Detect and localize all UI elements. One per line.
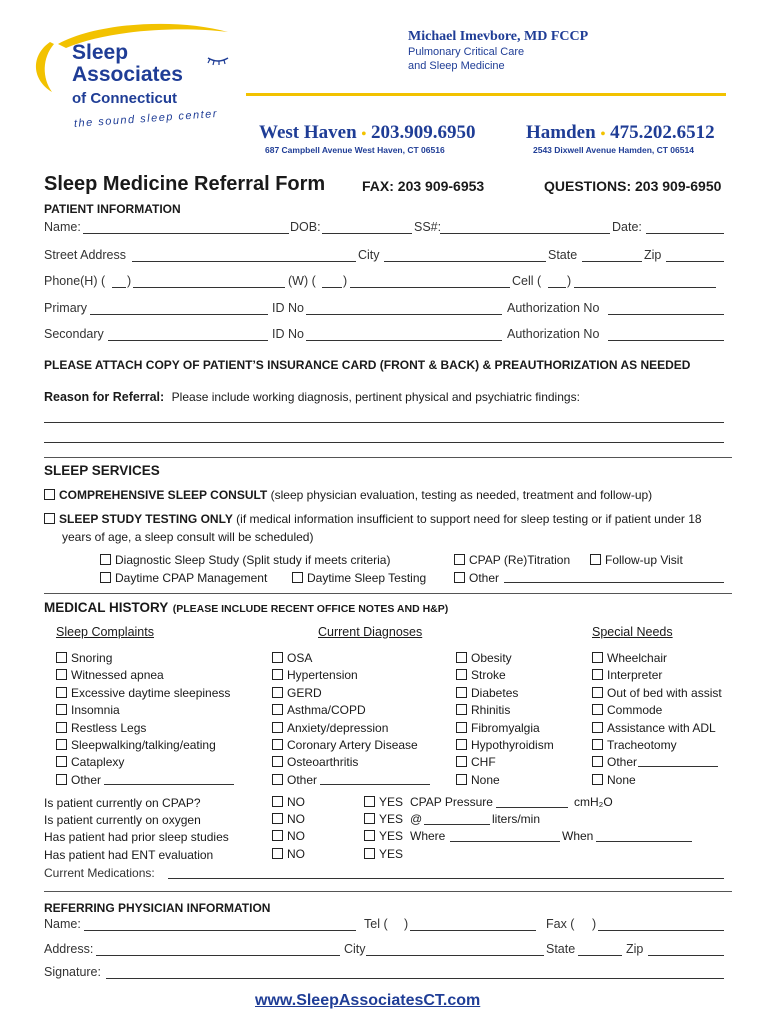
bullet: •	[361, 127, 367, 142]
primary-auth-field[interactable]	[608, 314, 724, 315]
sleep-complaints-title: Sleep Complaints	[56, 625, 154, 639]
special-needs-list	[592, 650, 722, 789]
phone-work-field[interactable]	[350, 287, 510, 288]
sleep-complaints-list	[56, 650, 230, 789]
reason-line-1[interactable]	[44, 422, 724, 423]
zip-field[interactable]	[666, 261, 724, 262]
checkbox[interactable]	[456, 739, 467, 750]
west-haven-address: 687 Campbell Avenue West Haven, CT 06516	[265, 145, 445, 155]
logo-name-line3: of Connecticut	[72, 90, 177, 107]
checkbox[interactable]	[456, 704, 467, 715]
diagnostic-study-option[interactable]	[100, 553, 390, 567]
history-option[interactable]	[272, 772, 418, 789]
ref-zip-label: Zip	[626, 942, 644, 956]
history-option[interactable]	[592, 685, 722, 702]
checkbox[interactable]	[56, 739, 67, 750]
checkbox[interactable]	[272, 756, 283, 767]
yes-option[interactable]	[364, 829, 403, 843]
phone-work-area-field[interactable]	[322, 287, 342, 288]
street-label: Street Address	[44, 248, 126, 262]
fax-number: FAX: 203 909-6953	[362, 178, 485, 194]
paren-close: )	[592, 917, 597, 931]
bullet: •	[600, 127, 606, 142]
history-option-label: Fibromyalgia	[471, 720, 540, 735]
checkbox[interactable]	[272, 669, 283, 680]
primary-auth-label: Authorization No	[507, 301, 600, 315]
checkbox[interactable]	[272, 796, 283, 807]
history-option[interactable]	[272, 650, 418, 667]
name-field[interactable]	[83, 233, 289, 234]
history-option-label: Hypertension	[287, 668, 358, 683]
history-option[interactable]	[592, 772, 722, 789]
sleep-services-heading: SLEEP SERVICES	[44, 463, 160, 478]
logo-tagline: the sound sleep center	[73, 107, 219, 130]
no-label: NO	[287, 795, 305, 809]
history-option[interactable]	[456, 772, 554, 789]
history-option-label: Snoring	[71, 651, 113, 665]
yes-label: YES	[379, 829, 404, 843]
daytime-testing-option[interactable]	[292, 571, 426, 585]
checkbox[interactable]	[100, 554, 111, 565]
history-option-label: Sleepwalking/talking/eating	[71, 738, 216, 753]
street-field[interactable]	[132, 261, 356, 262]
checkbox[interactable]	[100, 572, 111, 583]
cmh2o-unit: cmH₂O	[574, 795, 613, 809]
at-label: @	[410, 812, 423, 826]
ref-city-label: City	[344, 942, 366, 956]
checkbox[interactable]	[56, 774, 67, 785]
checkbox[interactable]	[56, 704, 67, 715]
medical-history-heading	[44, 599, 448, 617]
history-option-label: None	[607, 772, 636, 787]
history-option[interactable]	[592, 650, 722, 667]
history-option[interactable]	[592, 720, 722, 737]
ref-name-label: Name:	[44, 917, 81, 931]
history-option[interactable]	[456, 720, 554, 737]
doctor-name: Michael Imevbore, MD FCCP	[408, 29, 589, 44]
checkbox[interactable]	[272, 722, 283, 733]
history-option[interactable]	[56, 720, 230, 737]
state-label: State	[548, 248, 578, 262]
checkbox[interactable]	[456, 652, 467, 663]
history-option[interactable]	[456, 737, 554, 754]
checkbox[interactable]	[456, 722, 467, 733]
ref-address-label: Address:	[44, 942, 94, 956]
history-option-label: Other	[607, 755, 638, 770]
history-option[interactable]	[592, 702, 722, 719]
checkbox[interactable]	[454, 572, 465, 583]
checkbox[interactable]	[456, 756, 467, 767]
history-option-label: Cataplexy	[71, 755, 125, 770]
history-option-label: OSA	[287, 651, 313, 665]
history-option[interactable]	[456, 685, 554, 702]
comprehensive-desc: (sleep physician evaluation, testing as needed, treatment and follow-up)	[270, 488, 653, 502]
cpap-pressure-field[interactable]	[496, 807, 568, 808]
followup-label: Follow-up Visit	[605, 553, 683, 567]
history-option[interactable]	[456, 667, 554, 684]
history-option-label: Obesity	[471, 651, 512, 665]
ref-address-field[interactable]	[96, 955, 340, 956]
checkbox[interactable]	[456, 669, 467, 680]
history-option[interactable]	[272, 685, 418, 702]
secondary-label: Secondary	[44, 327, 104, 341]
checkbox[interactable]	[44, 513, 55, 524]
checkbox[interactable]	[44, 489, 55, 500]
history-option[interactable]	[56, 772, 230, 789]
questions-number: QUESTIONS: 203 909-6950	[544, 178, 722, 194]
checkbox[interactable]	[292, 572, 303, 583]
history-option[interactable]	[456, 754, 554, 771]
sleep-study-desc-cont: years of age, a sleep consult will be scheduled)	[62, 530, 314, 544]
no-label: NO	[287, 829, 305, 843]
divider	[44, 457, 732, 458]
checkbox[interactable]	[56, 652, 67, 663]
daytime-testing-label: Daytime Sleep Testing	[307, 571, 427, 585]
checkbox[interactable]	[56, 756, 67, 767]
phone-home-area-field[interactable]	[112, 287, 126, 288]
city-label: City	[358, 248, 380, 262]
sleep-study-desc: (if medical information insufficient to support need for sleep testing or if patient under 18	[236, 512, 702, 526]
checkbox[interactable]	[592, 756, 603, 767]
form-title: Sleep Medicine Referral Form	[44, 173, 326, 195]
cpap-titration-label: CPAP (Re)Titration	[469, 553, 571, 567]
where-field[interactable]	[450, 841, 560, 842]
history-option-label: Anxiety/depression	[287, 720, 389, 735]
liters-unit: liters/min	[492, 812, 541, 826]
logo-name-line2: Associates	[72, 63, 183, 86]
yes-option[interactable]	[364, 812, 403, 826]
dob-label: DOB:	[290, 220, 321, 234]
checkbox[interactable]	[272, 687, 283, 698]
date-label: Date:	[612, 220, 642, 234]
history-option[interactable]	[272, 720, 418, 737]
yes-label: YES	[379, 812, 404, 826]
yes-label: YES	[379, 847, 404, 861]
hamden-location	[526, 122, 715, 144]
checkbox[interactable]	[364, 848, 375, 859]
history-option[interactable]	[272, 754, 418, 771]
complaints-other-field[interactable]	[104, 784, 234, 785]
west-haven-label: West Haven	[259, 122, 357, 143]
medications-field[interactable]	[168, 878, 724, 879]
primary-id-field[interactable]	[306, 314, 502, 315]
medications-label: Current Medications:	[44, 866, 155, 880]
referring-heading: REFERRING PHYSICIAN INFORMATION	[44, 901, 271, 915]
ss-field[interactable]	[440, 233, 610, 234]
checkbox[interactable]	[592, 722, 603, 733]
history-option-label: Out of bed with assist	[607, 685, 722, 700]
checkbox[interactable]	[592, 652, 603, 663]
cpap-pressure-label: CPAP Pressure	[410, 795, 493, 809]
diagnostic-label: Diagnostic Sleep Study (Split study if meets criteria)	[115, 553, 391, 567]
history-option[interactable]	[56, 737, 230, 754]
specialty-line1: Pulmonary Critical Care	[408, 46, 525, 58]
paren-close: )	[567, 274, 572, 288]
history-option[interactable]	[272, 667, 418, 684]
ref-tel-label: Tel (	[364, 917, 388, 931]
history-option[interactable]	[56, 650, 230, 667]
insurance-note: PLEASE ATTACH COPY OF PATIENT’S INSURANCE CARD (FRONT & BACK) & PREAUTHORIZATION AS NEEDED	[44, 358, 691, 372]
checkbox[interactable]	[364, 813, 375, 824]
ref-state-field[interactable]	[578, 955, 622, 956]
phone-home-label: Phone(H) (	[44, 274, 106, 288]
no-label: NO	[287, 847, 305, 861]
history-option-label: GERD	[287, 685, 322, 700]
reason-line-2[interactable]	[44, 442, 724, 443]
when-field[interactable]	[596, 841, 692, 842]
date-field[interactable]	[646, 233, 724, 234]
checkbox[interactable]	[454, 554, 465, 565]
current-diagnoses-list-2	[456, 650, 554, 789]
checkbox[interactable]	[456, 774, 467, 785]
reason-for-referral	[44, 390, 580, 404]
secondary-auth-field[interactable]	[608, 340, 724, 341]
diagnoses-other-field[interactable]	[320, 784, 430, 785]
paren-close: )	[343, 274, 348, 288]
phone-work-label: (W) (	[288, 274, 316, 288]
checkbox[interactable]	[272, 652, 283, 663]
phone-cell-field[interactable]	[574, 287, 716, 288]
checkbox[interactable]	[272, 813, 283, 824]
west-haven-phone: 203.909.6950	[371, 122, 476, 143]
city-field[interactable]	[384, 261, 546, 262]
checkbox[interactable]	[56, 687, 67, 698]
checkbox[interactable]	[364, 830, 375, 841]
history-option-label: None	[471, 772, 500, 787]
primary-id-label: ID No	[272, 301, 304, 315]
phone-cell-label: Cell (	[512, 274, 542, 288]
history-option-label: Interpreter	[607, 668, 663, 683]
no-option[interactable]	[272, 812, 305, 826]
history-option-label: CHF	[471, 755, 496, 770]
patient-info-heading: PATIENT INFORMATION	[44, 202, 181, 216]
history-option-label: Diabetes	[471, 685, 519, 700]
dob-field[interactable]	[322, 233, 412, 234]
ref-zip-field[interactable]	[648, 955, 724, 956]
services-other-field[interactable]	[504, 582, 724, 583]
checkbox[interactable]	[272, 830, 283, 841]
q-oxygen: Is patient currently on oxygen	[44, 813, 201, 827]
special-needs-title: Special Needs	[592, 625, 673, 639]
history-option[interactable]	[272, 702, 418, 719]
checkbox[interactable]	[272, 739, 283, 750]
specialty-line2: and Sleep Medicine	[408, 60, 505, 72]
history-option[interactable]	[272, 737, 418, 754]
sleep-study-option[interactable]	[44, 512, 702, 526]
checkbox[interactable]	[456, 687, 467, 698]
phone-home-field[interactable]	[133, 287, 285, 288]
yes-option[interactable]	[364, 795, 403, 809]
history-option[interactable]	[592, 667, 722, 684]
checkbox[interactable]	[592, 687, 603, 698]
daytime-cpap-option[interactable]	[100, 571, 267, 585]
accent-rule	[246, 93, 726, 96]
primary-label: Primary	[44, 301, 88, 315]
history-option-label: Wheelchair	[607, 651, 668, 665]
history-option-label: Insomnia	[71, 703, 120, 718]
history-option-label: Assistance with ADL	[607, 720, 716, 735]
history-option-label: Rhinitis	[471, 703, 511, 718]
no-label: NO	[287, 812, 305, 826]
reason-instructions: Please include working diagnosis, pertinent physical and psychiatric findings:	[171, 390, 580, 404]
sleep-study-label: SLEEP STUDY TESTING ONLY	[59, 512, 233, 526]
history-option-label: Tracheotomy	[607, 738, 677, 753]
checkbox[interactable]	[56, 669, 67, 680]
daytime-cpap-label: Daytime CPAP Management	[115, 571, 268, 585]
where-label: Where	[410, 829, 446, 843]
history-option-label: Other	[71, 772, 102, 787]
hamden-phone: 475.202.6512	[610, 122, 715, 143]
history-option[interactable]	[456, 650, 554, 667]
needs-other-field[interactable]	[638, 766, 718, 767]
comprehensive-consult-option[interactable]	[44, 488, 652, 502]
checkbox[interactable]	[592, 739, 603, 750]
current-diagnoses-list	[272, 650, 418, 789]
no-option[interactable]	[272, 795, 305, 809]
oxygen-rate-field[interactable]	[424, 824, 490, 825]
primary-field[interactable]	[90, 314, 268, 315]
secondary-field[interactable]	[108, 340, 268, 341]
history-option[interactable]	[592, 737, 722, 754]
ref-tel-field[interactable]	[410, 930, 536, 931]
history-option-label: Excessive daytime sleepiness	[71, 685, 231, 700]
logo-name-line1: Sleep	[72, 41, 129, 64]
ref-name-field[interactable]	[84, 930, 356, 931]
yes-label: YES	[379, 795, 404, 809]
phone-cell-area-field[interactable]	[548, 287, 566, 288]
signature-field[interactable]	[106, 978, 724, 979]
checkbox[interactable]	[364, 796, 375, 807]
signature-label: Signature:	[44, 965, 101, 979]
checkbox[interactable]	[592, 774, 603, 785]
history-option-label: Stroke	[471, 668, 506, 683]
history-option-label: Osteoarthritis	[287, 755, 359, 770]
checkbox[interactable]	[56, 722, 67, 733]
checkbox[interactable]	[590, 554, 601, 565]
checkbox[interactable]	[592, 669, 603, 680]
history-option-label: Coronary Artery Disease	[287, 738, 418, 753]
when-label: When	[562, 829, 594, 843]
history-option-label: Restless Legs	[71, 720, 147, 735]
history-option[interactable]	[56, 702, 230, 719]
ref-fax-label: Fax (	[546, 917, 575, 931]
history-option-label: Hypothyroidism	[471, 738, 554, 753]
q-cpap: Is patient currently on CPAP?	[44, 796, 201, 810]
ref-state-label: State	[546, 942, 576, 956]
checkbox[interactable]	[592, 704, 603, 715]
medical-history-title: MEDICAL HISTORY	[44, 600, 169, 615]
state-field[interactable]	[582, 261, 642, 262]
history-option[interactable]	[56, 685, 230, 702]
history-option-label: Asthma/COPD	[287, 703, 366, 718]
hamden-address: 2543 Dixwell Avenue Hamden, CT 06514	[533, 145, 694, 155]
services-other-label: Other	[469, 571, 500, 585]
history-option[interactable]	[56, 754, 230, 771]
hamden-label: Hamden	[526, 122, 596, 143]
history-option[interactable]	[592, 754, 722, 771]
current-diagnoses-title: Current Diagnoses	[318, 625, 423, 639]
no-option[interactable]	[272, 829, 305, 843]
q-prior-studies: Has patient had prior sleep studies	[44, 830, 229, 844]
services-other-option[interactable]	[454, 571, 499, 585]
secondary-id-field[interactable]	[306, 340, 502, 341]
no-option[interactable]	[272, 847, 305, 861]
secondary-auth-label: Authorization No	[507, 327, 600, 341]
history-option[interactable]	[456, 702, 554, 719]
checkbox[interactable]	[272, 704, 283, 715]
west-haven-location	[259, 122, 476, 144]
cpap-titration-option[interactable]	[454, 553, 570, 567]
history-option-label: Witnessed apnea	[71, 668, 164, 683]
comprehensive-label: COMPREHENSIVE SLEEP CONSULT	[59, 488, 268, 502]
history-option-label: Commode	[607, 703, 663, 718]
name-label: Name:	[44, 220, 81, 234]
secondary-id-label: ID No	[272, 327, 304, 341]
ref-city-field[interactable]	[366, 955, 544, 956]
q-ent: Has patient had ENT evaluation	[44, 848, 214, 862]
paren-close: )	[127, 274, 132, 288]
paren-close: )	[404, 917, 409, 931]
checkbox[interactable]	[272, 774, 283, 785]
ref-fax-field[interactable]	[598, 930, 724, 931]
divider	[44, 593, 732, 594]
ss-label: SS#:	[414, 220, 442, 234]
zip-label: Zip	[644, 248, 662, 262]
divider	[44, 891, 732, 892]
history-option-label: Other	[287, 772, 318, 787]
reason-label: Reason for Referral:	[44, 390, 165, 404]
followup-option[interactable]	[590, 553, 683, 567]
yes-option[interactable]	[364, 847, 403, 861]
website-link[interactable]: www.SleepAssociatesCT.com	[255, 992, 481, 1009]
history-option[interactable]	[56, 667, 230, 684]
checkbox[interactable]	[272, 848, 283, 859]
medical-history-note: (PLEASE INCLUDE RECENT OFFICE NOTES AND H&P)	[172, 603, 449, 615]
